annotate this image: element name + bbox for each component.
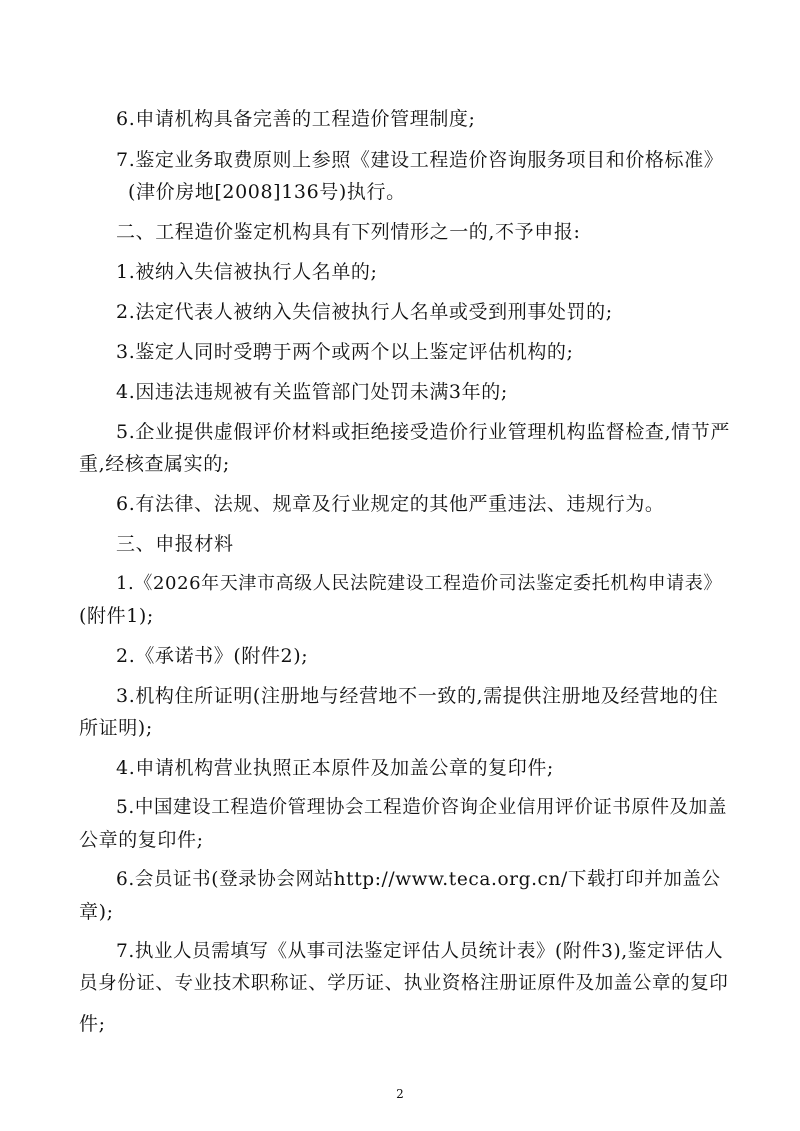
text-line: 员身份证、专业技术职称证、学历证、执业资格注册证原件及加盖公章的复印 (79, 973, 729, 994)
text-line: 章); (79, 901, 114, 923)
text-line: 5.企业提供虚假评价材料或拒绝接受造价行业管理机构监督检查,情节严 (116, 421, 730, 443)
text-line: 7.鉴定业务取费原则上参照《建设工程造价咨询服务项目和价格标准》 (116, 149, 724, 171)
text-line: 4.申请机构营业执照正本原件及加盖公章的复印件; (116, 757, 554, 779)
text-line: 6.会员证书(登录协会网站http://www.teca.org.cn/下载打印并加盖公 (116, 869, 721, 890)
text-line: (附件1); (79, 605, 154, 627)
text-line: 1.《2026年天津市高级人民法院建设工程造价司法鉴定委托机构申请表》 (116, 573, 722, 594)
text-line: 3.机构住所证明(注册地与经营地不一致的,需提供注册地及经营地的住 (116, 685, 719, 707)
section-heading: 三、申报材料 (116, 533, 234, 555)
text-line: 所证明); (79, 717, 153, 739)
text-line: 5.中国建设工程造价管理协会工程造价咨询企业信用评价证书原件及加盖 (116, 797, 727, 818)
text-line: 7.执业人员需填写《从事司法鉴定评估人员统计表》(附件3),鉴定评估人 (116, 941, 724, 962)
text-line: 1.被纳入失信被执行人名单的; (116, 261, 378, 283)
text-line: 2.《承诺书》(附件2); (116, 645, 309, 667)
text-line: 重,经核查属实的; (79, 453, 230, 475)
text-line: 件; (79, 1013, 106, 1035)
text-line: 6.有法律、法规、规章及行业规定的其他严重违法、违规行为。 (116, 493, 665, 515)
text-line: 4.因违法违规被有关监管部门处罚未满3年的; (116, 381, 508, 403)
text-line: 公章的复印件; (79, 829, 204, 851)
page-number: 2 (396, 1087, 404, 1101)
text-line: 2.法定代表人被纳入失信被执行人名单或受到刑事处罚的; (116, 301, 613, 323)
text-line: 6.申请机构具备完善的工程造价管理制度; (116, 108, 476, 130)
text-line: 3.鉴定人同时受聘于两个或两个以上鉴定评估机构的; (116, 341, 574, 363)
section-heading: 二、工程造价鉴定机构具有下列情形之一的,不予申报: (116, 221, 581, 243)
text-line: (津价房地[2008]136号)执行。 (128, 181, 406, 203)
